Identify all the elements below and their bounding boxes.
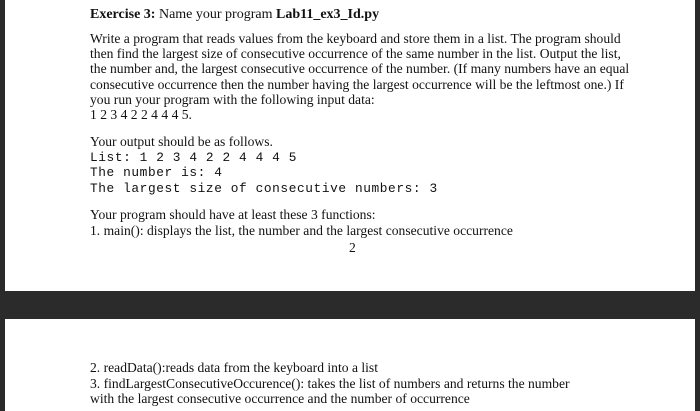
description-line: then find the largest size of consecutive occurrence of the same number in the list. Output the list, (90, 46, 621, 61)
page-number: 2 (349, 240, 356, 255)
output-list-line: List: 1 2 3 4 2 2 4 4 4 5 (90, 150, 297, 165)
functions-intro: Your program should have at least these 3 functions: (90, 207, 376, 222)
description-line: you run your program with the following input data: (90, 92, 375, 107)
description-line: consecutive occurrence then the number having the largest occurrence will be the leftmost one.) If (90, 77, 624, 92)
output-number-line: The number is: 4 (90, 165, 223, 180)
function-main: 1. main(): displays the list, the number and the largest consecutive occurrence (90, 223, 513, 238)
output-intro: Your output should be as follows. (90, 134, 273, 149)
description-line: the number and, the largest consecutive occurrence of the number. (If many numbers have an equal (90, 61, 630, 76)
exercise-title (90, 7, 379, 22)
exercise-filename: Lab11_ex3_Id.py (275, 7, 380, 22)
function-findlargest-continued: with the largest consecutive occurrence and the number of occurrence (90, 391, 470, 406)
description-line: Write a program that reads values from the keyboard and store them in a list. The program should (90, 31, 621, 46)
output-largest-line: The largest size of consecutive numbers: 3 (90, 181, 438, 196)
page-separator (0, 291, 700, 319)
exercise-label: Exercise 3: (90, 7, 156, 22)
exercise-name-prefix: Name your program (158, 7, 273, 22)
function-findlargest: 3. findLargestConsecutiveOccurence(): takes the list of numbers and returns the number (90, 376, 570, 391)
input-data-line: 1 2 3 4 2 2 4 4 4 5. (90, 107, 192, 122)
document-page-2 (0, 319, 700, 411)
function-readdata: 2. readData():reads data from the keyboard into a list (90, 360, 378, 375)
